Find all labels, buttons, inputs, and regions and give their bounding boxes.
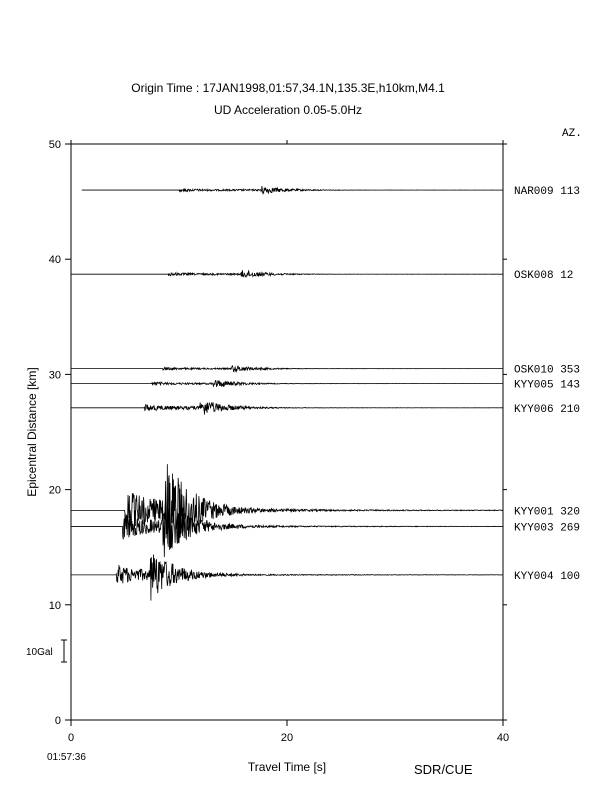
trace-kyy005: [71, 380, 503, 386]
chart-title: Origin Time : 17JAN1998,01:57,34.1N,135.3E,h10km,M4.1: [131, 81, 445, 95]
trace-osk010: [71, 366, 503, 372]
station-label-kyy004: KYY004 100: [514, 570, 581, 583]
y-tick-label-4: 40: [48, 254, 61, 267]
tick-labels: [49, 139, 509, 744]
y-axis-label: Epicentral Distance [km]: [25, 367, 39, 497]
station-labels: [514, 186, 580, 583]
trace-group: [71, 186, 503, 601]
credit-label: SDR/CUE: [414, 762, 473, 777]
trace-kyy006: [71, 402, 503, 414]
scale-bar: [61, 640, 67, 662]
x-tick-label-0: 0: [67, 732, 75, 744]
axis-ticks: [65, 140, 507, 726]
x-axis-label: Travel Time [s]: [247, 760, 327, 774]
chart-subtitle: UD Acceleration 0.05-5.0Hz: [213, 103, 363, 117]
start-time-label: 01:57:36: [47, 752, 86, 763]
trace-nar009: [82, 186, 503, 193]
plot-frame: [71, 144, 503, 720]
trace-kyy004: [71, 554, 503, 600]
trace-kyy001: [71, 464, 503, 548]
station-label-kyy001: KYY001 320: [514, 506, 581, 519]
station-label-kyy003: KYY003 269: [514, 522, 581, 535]
station-label-osk008: OSK008 12: [514, 270, 574, 283]
station-label-osk010: OSK010 353: [514, 364, 581, 377]
trace-osk008: [71, 270, 503, 277]
y-tick-label-3: 30: [48, 369, 61, 382]
station-label-nar009: NAR009 113: [514, 186, 581, 199]
x-tick-label-2: 40: [496, 732, 510, 744]
station-label-kyy005: KYY005 143: [514, 379, 581, 392]
az-header: AZ.: [562, 128, 582, 140]
x-tick-label-1: 20: [280, 732, 294, 744]
station-label-kyy006: KYY006 210: [514, 403, 581, 416]
y-tick-label-2: 20: [48, 484, 61, 497]
y-tick-label-0: 0: [54, 715, 61, 727]
y-tick-label-5: 50: [48, 139, 61, 151]
scale-label: 10Gal: [26, 647, 53, 658]
y-tick-label-1: 10: [48, 599, 61, 612]
